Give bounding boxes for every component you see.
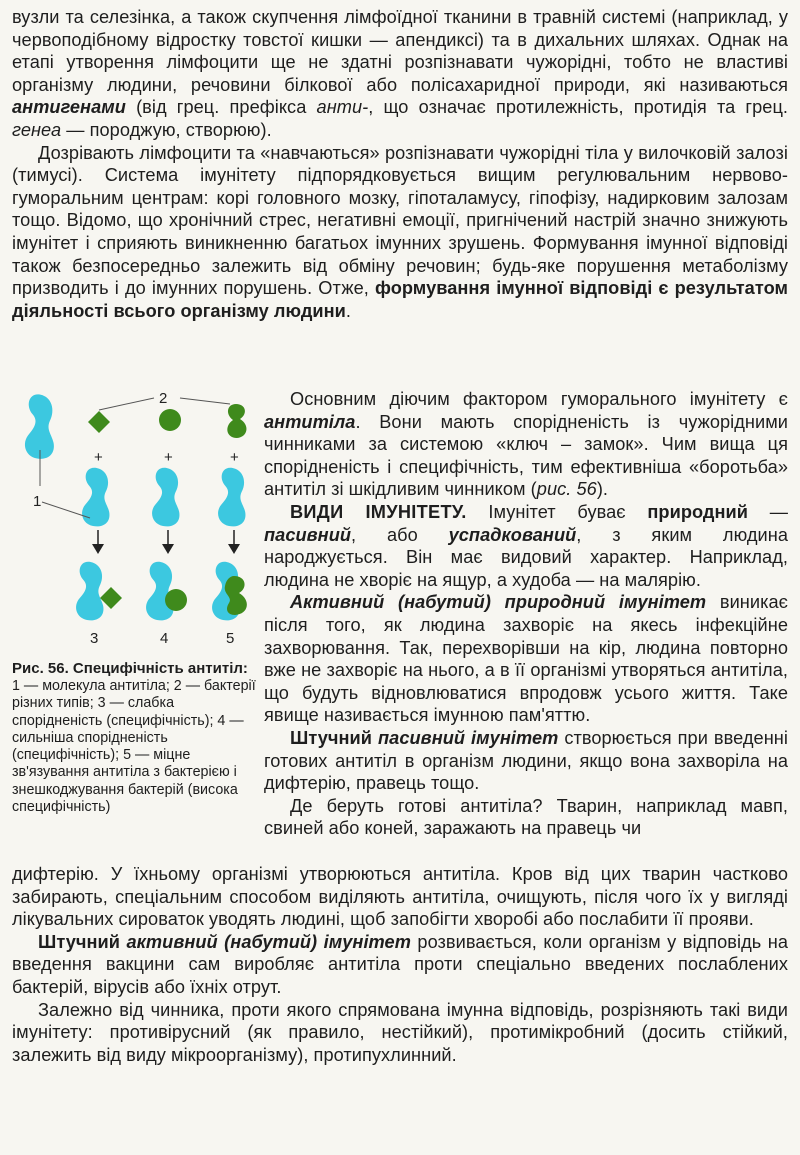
plus-sign: + [230,449,239,466]
antibody-molecule [218,468,245,527]
arrow-down-icon [228,530,240,554]
paragraph-serum: дифтерію. У їхньому організмі утворюються антитіла. Кров від цих тварин частково забирають, спеціальним способом виділяють антитіла, очищують, після чого їх у вигляді лікувальних сироваток уводять людині, щоб запобігти хворобі або послабити її прояви. [12,864,788,930]
term-antigens: антигенами [12,97,126,118]
figure-reference: рис. 56 [536,479,597,500]
arrow-down-icon [162,530,174,554]
caption-title: Рис. 56. Специфічність антитіл: [12,660,248,677]
top-section [12,6,788,322]
paragraph-thymus: Дозрівають лімфоцити та «навчаються» розпізнавати чужорідні тіла у вилочковій залозі (тимусі). Система імунітету підпорядковується вищим регулювальним нервово-гуморальним центрам: корі головного мозку, гіпоталамусу, гіпофізу, надирковим залозам тощо. Відомо, що хронічний стрес, негативні емоції, пригнічений настрій значно знижують імунітет і сприяють виникненню багатьох імунних зрушень. Формування імунної відповіді також безпосередньо залежить від обміну речовин; будь-яке порушення метаболізму призводить і до імунних порушень. Отже, формування імунної відповіді є результатом діяльності всього організму людини. [12,142,788,321]
antibody-molecule [25,394,54,458]
paragraph-immunity-by-agent: Залежно від чинника, проти якого спрямована імунна відповідь, розрізняють такі види імунітету: противірусний (як правило, нестійкий), протимікробний (досить стійкий, залежить від виду мікроорганізму), протипухлинний. [12,999,788,1065]
paragraph-active-natural: Активний (набутий) природний імунітет виникає після того, як людина захворіє на якесь інфекційне захворювання. Так, перехворівши на кір, людина повторно вже не захворіє на нього, а в її організмі утворяться антитіла, що будуть відновлюватися впродовж усього життя. Таке явище називається імунною пам'яттю. [264,592,789,726]
antibody-molecule [152,468,179,527]
bottom-section [12,863,788,1066]
term-active-acquired-immunity: активний (набутий) імунітет [126,931,411,952]
label-3: 3 [90,630,99,647]
pointer-line [99,398,154,410]
arrow-down-icon [92,530,104,554]
label-1: 1 [33,493,42,510]
bacterium-type-a [88,411,110,433]
paragraph-artificial-active: Штучний активний (набутий) імунітет розвивається, коли організм у відповідь на введення вакцини сам виробляє антитіла проти спеціально введених послаблених бактерій, вірусів або їхніх отрут. [12,931,788,997]
complex-strong-binding [212,562,247,621]
complex-weak-binding [76,562,122,621]
paragraph-immunity-types: ВИДИ ІМУНІТЕТУ. Імунітет буває природний — пасивний, або успадкований, з яким людина народжується. Він має видовий характер. Наприклад, людина не хворіє на ящур, а худоба — на малярію. [264,501,788,590]
bacterium-type-c [227,404,246,438]
antibody-molecule [82,468,109,527]
label-4: 4 [160,630,169,647]
pointer-line [180,398,230,404]
plus-sign: + [164,449,173,466]
plus-sign: + [94,449,103,466]
antibody-specificity-illustration [18,390,254,652]
complex-stronger-binding [146,562,187,621]
right-column [264,388,788,840]
paragraph-artificial-passive: Штучний пасивний імунітет створюється при введенні готових антитіл в організм людини, якщо вона захворіла на дифтерію, правець тощо. [264,727,788,794]
key-statement: формування імунної відповіді є результатом діяльності всього організму людини [12,278,788,321]
caption-text: 1 — молекула антитіла; 2 — бактерії різних типів; 3 — слабка спорідненість (специфічність); 4 — сильніша спорідненість (специфічність); 5 — міцне зв'язування антитіла з бактерією і знешкоджування бактерій (висока специфічність) [12,678,256,816]
section-heading: ВИДИ ІМУНІТЕТУ. [290,501,467,522]
term-antibodies: антитіла [264,411,356,432]
label-5: 5 [226,630,235,647]
label-2: 2 [159,390,168,407]
term-active-natural-immunity: Активний (набутий) природний імунітет [290,592,707,613]
figure-caption [12,660,256,816]
term-passive-immunity: пасивний імунітет [378,727,559,748]
paragraph-antibody-source: Де беруть готові антитіла? Тварин, наприклад мавп, свиней або коней, заражають на правець чи [264,795,788,839]
figure-56 [12,390,256,860]
bacterium-type-b [159,409,181,431]
paragraph-lymphoid-tissue: вузли та селезінка, а також скупчення лімфоїдної тканини в травній системі (наприклад, у червоподібному відростку товстої кишки — апендиксі) та в дихальних шляхах. Однак на етапі утворення лімфоцити ще не здатні розпізнавати чужорідні, тобто не властиві організму людини, речовини білкової або полісахаридної природи, які називаються антигенами (від грец. префікса анти-, що означає протилежність, протидія та грец. генеа — породжую, створюю). [12,7,789,140]
paragraph-antibodies: Основним діючим фактором гуморального імунітету є антитіла. Вони мають спорідненість із чужорідними чинниками за системою «ключ – замок». Чим вища ця спорідненість і специфічність, тим ефективніша «боротьба» антитіл зі шкідливим чинником (рис. 56). [264,389,788,500]
